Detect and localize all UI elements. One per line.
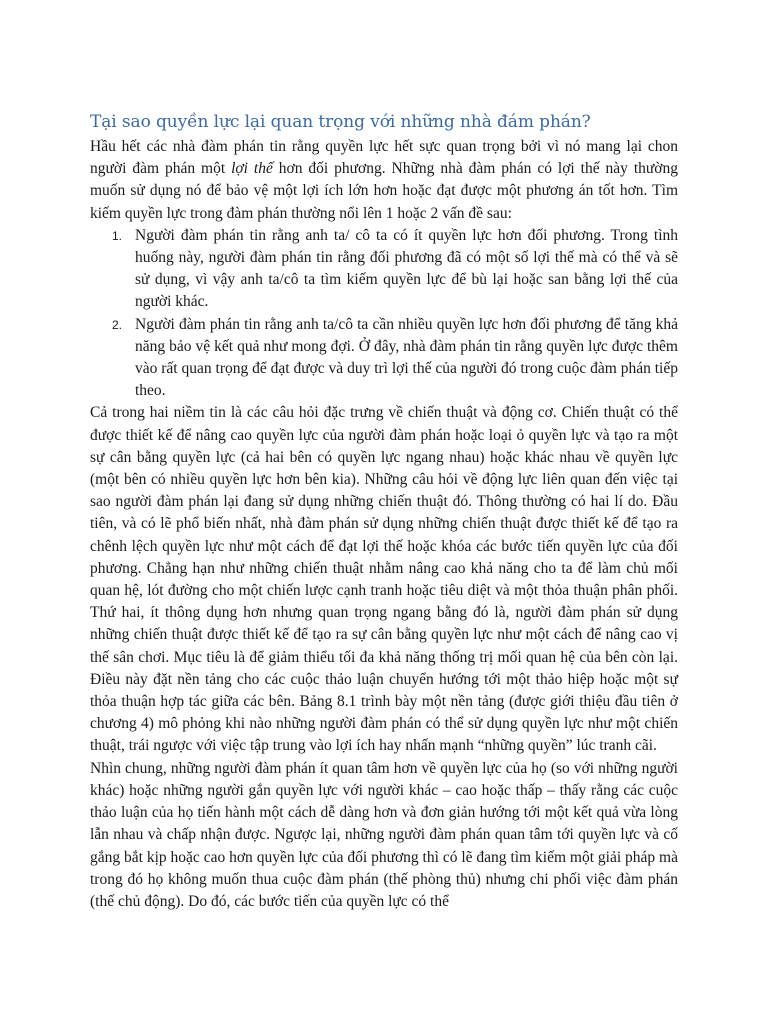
list-item-text: Người đàm phán tin rằng anh ta/cô ta cần nhiều quyền lực hơn đối phương để tăng khả năng bảo vệ kết quả như mong đợi. Ở đây, nhà đàm phán tin rằng quyền lực được thêm vào rất quan trọng để đạt được và duy trì lợi thế của người đó trong cuộc đàm phán tiếp theo. [135, 315, 678, 400]
document-page [90, 108, 678, 913]
body-paragraph-3: Nhìn chung, những người đàm phán ít quan tâm hơn về quyền lực của họ (so với những người khác) hoặc những người gắn quyền lực với người khác – cao hoặc thấp – thấy rằng các cuộc thảo luận của họ tiến hành một cách dễ dàng hơn và đơn giản hướng tới một kết quả vừa lòng lẫn nhau và chấp nhận được. Ngược lại, những người đàm phán quan tâm tới quyền lực và cố gắng bắt kịp hoặc cao hơn quyền lực của đối phương thì có lẽ đang tìm kiếm một giải pháp mà trong đó họ không muốn thua cuộc đàm phán (thế phòng thủ) nhưng chi phối việc đàm phán (thế chủ động). Do đó, các bước tiến của quyền lực có thể [90, 759, 678, 910]
intro-italic-term: lợi thế [231, 160, 273, 178]
section-heading: Tại sao quyền lực lại quan trọng với những nhà đám phán? [90, 112, 591, 132]
list-number: 2. [112, 317, 123, 332]
list-item [90, 225, 678, 314]
numbered-list [90, 225, 678, 403]
body-paragraph-2: Cả trong hai niềm tin là các câu hỏi đặc trưng về chiến thuật và động cơ. Chiến thuật có thể được thiết kế để nâng cao quyền lực của người đàm phán hoặc loại ỏ quyền lực và tạo ra một sự cân bằng quyền lực (cả hai bên có quyền lực ngang nhau) hoặc khác nhau về quyền lực (một bên có nhiều quyền lực hơn bên kia). Những câu hỏi về động lực liên quan đến việc tại sao người đàm phán lại đang sử dụng những chiến thuật đó. Thông thường có hai lí do. Đầu tiên, và có lẽ phổ biến nhất, nhà đàm phán sử dụng những chiến thuật được thiết kế để tạo ra chênh lệch quyền lực như một cách để đạt lợi thế hoặc khóa các bước tiến quyền lực của đối phương. Chẳng hạn như những chiến thuật nhằm nâng cao khả năng cho ta để làm chủ mối quan hệ, lót đường cho một chiến lược cạnh tranh hoặc tiêu diệt và một thỏa thuận phân phối. Thứ hai, ít thông dụng hơn nhưng quan trọng ngang bằng đó là, người đàm phán sử dụng những chiến thuật được thiết kế để tạo ra sự cân bằng quyền lực như một cách để nâng cao vị thế sân chơi. Mục tiêu là để giảm thiểu tối đa khả năng thống trị mối quan hệ của bên còn lại. Điều này đặt nền tảng cho các cuộc thảo luận chuyển hướng tới một thảo hiệp hoặc một sự thỏa thuận hợp tác giữa các bên. Bảng 8.1 trình bày một nền tảng (được giới thiệu đầu tiên ở chương 4) mô phỏng khi nào những người đàm phán có thể sử dụng quyền lực như một chiến thuật, trái ngược với việc tập trung vào lợi ích hay nhấn mạnh “những quyền” lúc tranh cãi. [90, 404, 678, 755]
list-item-text: Người đàm phán tin rằng anh ta/ cô ta có ít quyền lực hơn đối phương. Trong tình huống này, người đàm phán tin rằng đối phương đã có một số lợi thế mà có thể và sẽ sử dụng, vì vậy anh ta/cô ta tìm kiếm quyền lực để bù lại hoặc san bằng lợi thế của người khác. [135, 226, 678, 311]
intro-paragraph [90, 136, 678, 225]
intro-text-end: hơn đối phương. Những nhà đàm phán có lợi thế này thường muốn sử dụng nó để bảo vệ một lợi ích lớn hơn hoặc đạt được một phương án tốt hơn. Tìm kiếm quyền lực trong đàm phán thường nổi lên 1 hoặc 2 vấn đề sau: [90, 160, 678, 222]
list-item [90, 314, 678, 403]
intro-text-start: Hầu hết các nhà đàm phán tin rằng quyền lực hết sực quan trọng bởi vì nó mang lại chon người đàm phán một [90, 138, 678, 178]
list-number: 1. [112, 228, 123, 243]
